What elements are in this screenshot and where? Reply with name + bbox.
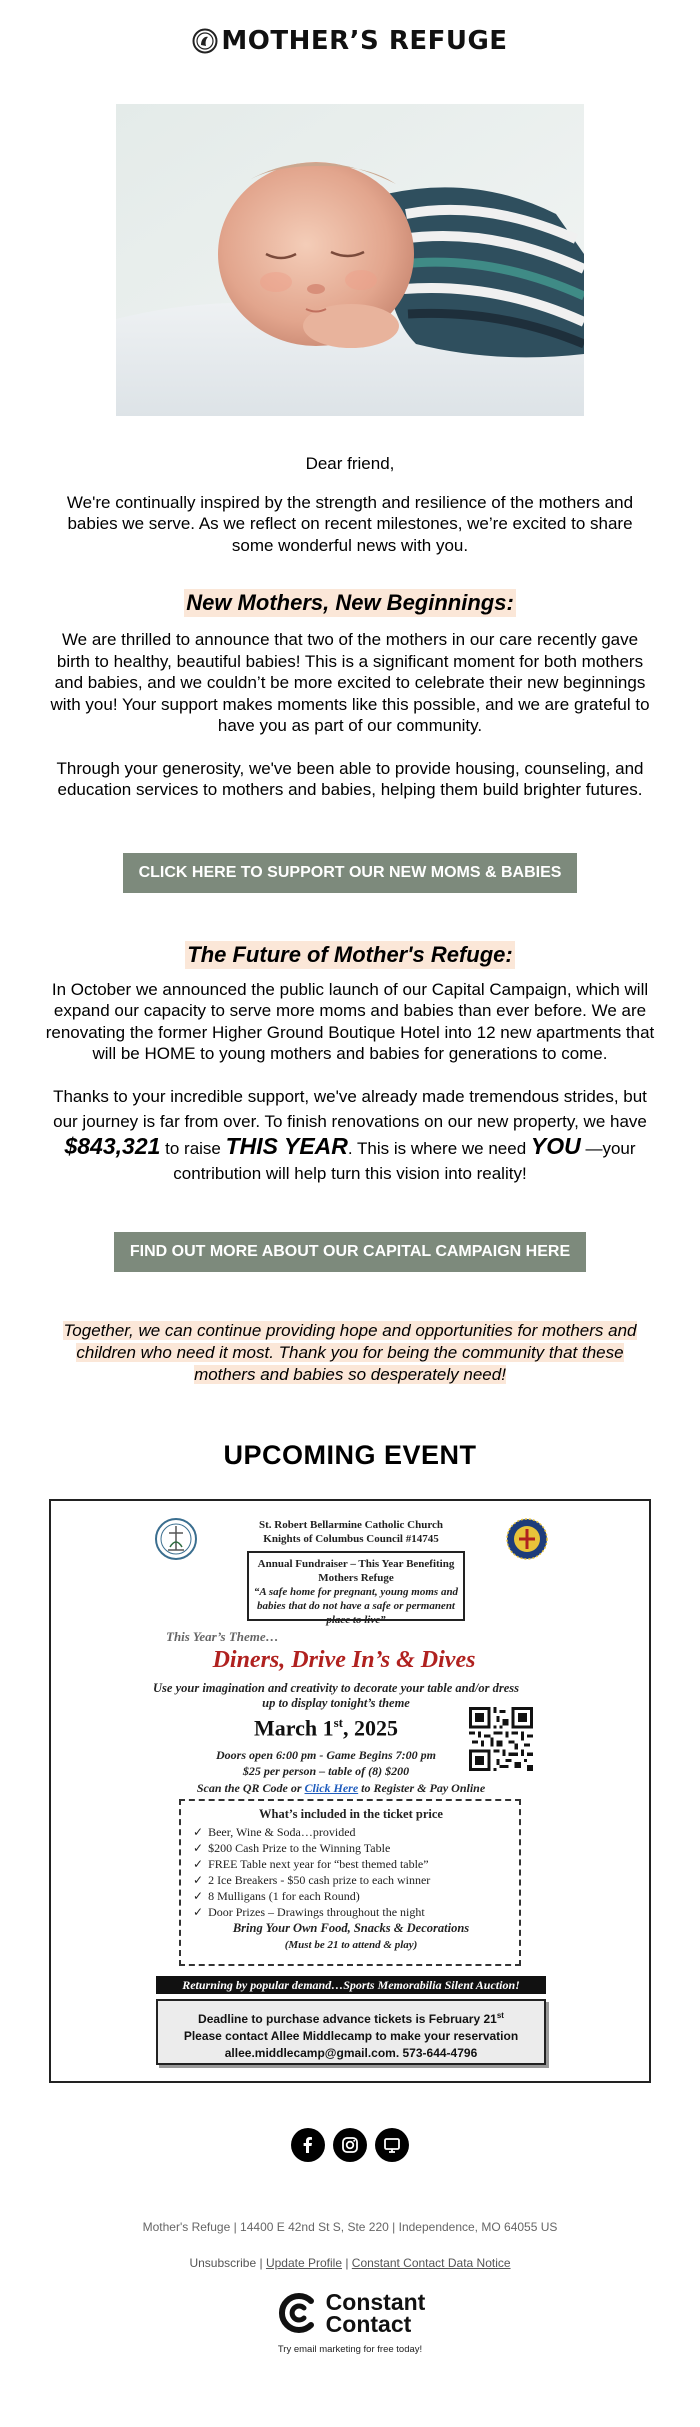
section-heading-future: The Future of Mother's Refuge: [187, 941, 513, 967]
age-requirement: (Must be 21 to attend & play) [284, 1938, 418, 1951]
included-title: What’s included in the ticket price [259, 1806, 443, 1821]
event-date [201, 1715, 451, 1741]
fundraiser-quote: “A safe home for pregnant, young moms and babies that do not have a safe or permanent place to live” [253, 1585, 459, 1626]
footer-separator: | [256, 2255, 266, 2270]
included-item: ✓ Beer, Wine & Soda…provided [193, 1824, 509, 1840]
section1-paragraph-1: We are thrilled to announce that two of the mothers in our care recently gave birth to healthy, beautiful babies! This is a significant moment for both mothers and babies, and we couldn’t be more excited to celebrate their new beginnings with you! Your support makes moments like this possible, and we are grateful to have you as part of our community. [50, 630, 650, 735]
upcoming-event-title: UPCOMING EVENT [223, 1439, 477, 1470]
date-year: , 2025 [343, 1714, 399, 1740]
this-year-emphasis: THIS YEAR [225, 1132, 348, 1159]
data-notice-link[interactable]: Constant Contact Data Notice [351, 2255, 511, 2270]
included-item: ✓ FREE Table next year for “best themed table” [193, 1856, 509, 1872]
ticket-price: $25 per person – table of (8) $200 [242, 1763, 410, 1778]
section2-text-b: to raise [160, 1138, 226, 1158]
support-new-moms-button[interactable]: CLICK HERE TO SUPPORT OUR NEW MOMS & BABIES [123, 853, 577, 893]
scan-text-a: Scan the QR Code or [196, 1780, 305, 1795]
mothers-refuge-logo-icon [192, 28, 218, 54]
fundraiser-line-2: Mothers Refuge [318, 1571, 394, 1584]
included-item: ✓ Door Prizes – Drawings throughout the night [193, 1904, 509, 1920]
church-line-2: Knights of Columbus Council #14745 [263, 1532, 439, 1545]
deadline-line [158, 2007, 544, 2028]
register-line [151, 1781, 531, 1796]
included-box [179, 1799, 521, 1966]
social-links [0, 2128, 700, 2162]
cc-line-2: Contact [325, 2310, 412, 2337]
section-heading-new-mothers: New Mothers, New Beginnings: [186, 590, 514, 615]
email-phone-line: allee.middlecamp@gmail.com. 573-644-4796 [224, 2045, 478, 2060]
constant-contact-logo-icon [275, 2290, 321, 2336]
scan-text-b: to Register & Pay Online [358, 1780, 486, 1795]
capital-campaign-button[interactable]: FIND OUT MORE ABOUT OUR CAPITAL CAMPAIGN HERE [114, 1232, 586, 1272]
amount-to-raise: $843,321 [64, 1132, 161, 1159]
theme-description: Use your imagination and creativity to decorate your table and/or dress up to display tonight’s theme [153, 1680, 519, 1710]
header-logo[interactable] [0, 0, 700, 80]
included-item: ✓ 2 Ice Breakers - $50 cash prize to each winner [193, 1872, 509, 1888]
event-times [201, 1747, 451, 1779]
contact-line: Please contact Allee Middlecamp to make your reservation [183, 2028, 519, 2043]
deadline-text: Deadline to purchase advance tickets is February 21 [198, 2011, 497, 2026]
section2-paragraph-2 [45, 1084, 655, 1186]
included-list [193, 1824, 509, 1920]
org-name: MOTHER’S REFUGE [221, 26, 508, 56]
intro-paragraph: We're continually inspired by the strength and resilience of the mothers and babies we serve. As we reflect on recent milestones, we’re excited to share some wonderful news with you. [66, 492, 634, 555]
cc-tagline[interactable]: Try email marketing for free today! [277, 2343, 423, 2355]
footer-separator: | [342, 2255, 352, 2270]
hero-baby-photo [116, 104, 584, 416]
unsubscribe-link[interactable]: Unsubscribe [189, 2255, 257, 2270]
section2-text-c: . This is where we need [347, 1138, 531, 1158]
silent-auction-banner: Returning by popular demand…Sports Memorabilia Silent Auction! [156, 1976, 546, 1994]
footer-links [0, 2256, 700, 2270]
greeting: Dear friend, [305, 454, 395, 473]
closing-message: Together, we can continue providing hope and opportunities for mothers and children who need it most. Thank you for being the community that these mothers and babies so desperately need! [63, 1320, 637, 1384]
fundraiser-box [247, 1551, 465, 1626]
cc-line-1: Constant [325, 2288, 426, 2315]
bring-your-own: Bring Your Own Food, Snacks & Decorations [232, 1920, 470, 1935]
section1-paragraph-2: Through your generosity, we've been able to provide housing, counseling, and education services to mothers and babies, helping them build brighter futures. [56, 758, 644, 799]
update-profile-link[interactable]: Update Profile [265, 2255, 342, 2270]
footer-address: Mother's Refuge | 14400 E 42nd St S, Ste 220 | Independence, MO 64055 US [142, 2219, 558, 2234]
date-sup: st [333, 1714, 344, 1730]
church-name [171, 1518, 531, 1546]
section2-text-d: —your contribution will help turn this vision into reality! [173, 1138, 636, 1183]
section2-paragraph-1: In October we announced the public launch of our Capital Campaign, which will expand our capacity to serve more moms and babies than ever before. We are renovating the former Higher Ground Boutique Hotel into 12 new apartments that will be HOME to young mothers and babies for generations to come. [45, 979, 655, 1063]
constant-contact-wordmark [325, 2288, 426, 2337]
included-item: ✓ 8 Mulligans (1 for each Round) [193, 1888, 509, 1904]
qr-code-icon[interactable] [469, 1707, 533, 1771]
register-click-here-link[interactable]: Click Here [304, 1780, 359, 1795]
you-emphasis: YOU [530, 1132, 581, 1159]
section2-text-a: Thanks to your incredible support, we've already made tremendous strides, but our journey is far from over. To finish renovations on our new property, we have [53, 1086, 647, 1131]
event-flyer [49, 1499, 651, 2083]
constant-contact-logo[interactable] [0, 2290, 700, 2336]
facebook-icon[interactable] [291, 2128, 325, 2162]
theme-title: Diners, Drive In’s & Dives [212, 1646, 476, 1673]
doors-time: Doors open 6:00 pm - Game Begins 7:00 pm [216, 1747, 436, 1762]
instagram-icon[interactable] [333, 2128, 367, 2162]
deadline-box [156, 1999, 546, 2065]
included-item: ✓ $200 Cash Prize to the Winning Table [193, 1840, 509, 1856]
church-line-1: St. Robert Bellarmine Catholic Church [258, 1518, 444, 1531]
website-icon[interactable] [375, 2128, 409, 2162]
deadline-sup: st [496, 2010, 504, 2020]
theme-label: This Year’s Theme… [166, 1628, 279, 1644]
date-main: March 1 [253, 1714, 334, 1740]
fundraiser-line-1: Annual Fundraiser – This Year Benefiting [257, 1557, 455, 1570]
